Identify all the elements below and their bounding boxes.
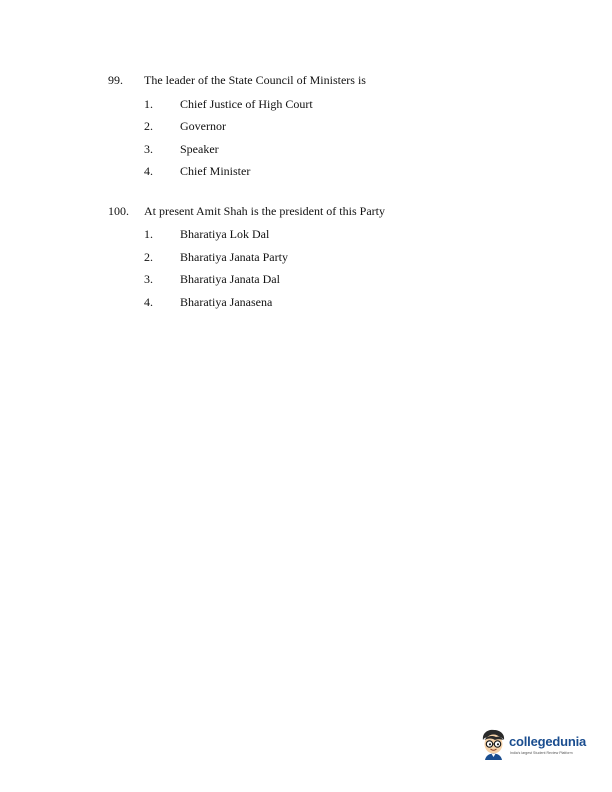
question-number: 100. xyxy=(108,204,129,218)
student-mascot-icon xyxy=(478,728,508,760)
question-text: The leader of the State Council of Ministers is xyxy=(144,73,366,87)
option-number: 2. xyxy=(144,119,153,133)
option-text: Bharatiya Janata Dal xyxy=(180,272,280,286)
option-number: 1. xyxy=(144,97,153,111)
option-text: Bharatiya Janata Party xyxy=(180,250,288,264)
option-text: Governor xyxy=(180,119,226,133)
question-text: At present Amit Shah is the president of this Party xyxy=(144,204,385,218)
option-text: Chief Justice of High Court xyxy=(180,97,313,111)
option-number: 3. xyxy=(144,142,153,156)
option-number: 4. xyxy=(144,295,153,309)
option-number: 2. xyxy=(144,250,153,264)
option-number: 3. xyxy=(144,272,153,286)
option-text: Bharatiya Janasena xyxy=(180,295,273,309)
logo-wordmark: collegedunia xyxy=(509,734,587,749)
option-text: Speaker xyxy=(180,142,219,156)
collegedunia-logo xyxy=(478,728,590,762)
option-number: 1. xyxy=(144,227,153,241)
option-text: Bharatiya Lok Dal xyxy=(180,227,270,241)
option-number: 4. xyxy=(144,164,153,178)
logo-tagline: India's largest Student Review Platform xyxy=(510,751,573,755)
question-number: 99. xyxy=(108,73,123,87)
option-text: Chief Minister xyxy=(180,164,251,178)
